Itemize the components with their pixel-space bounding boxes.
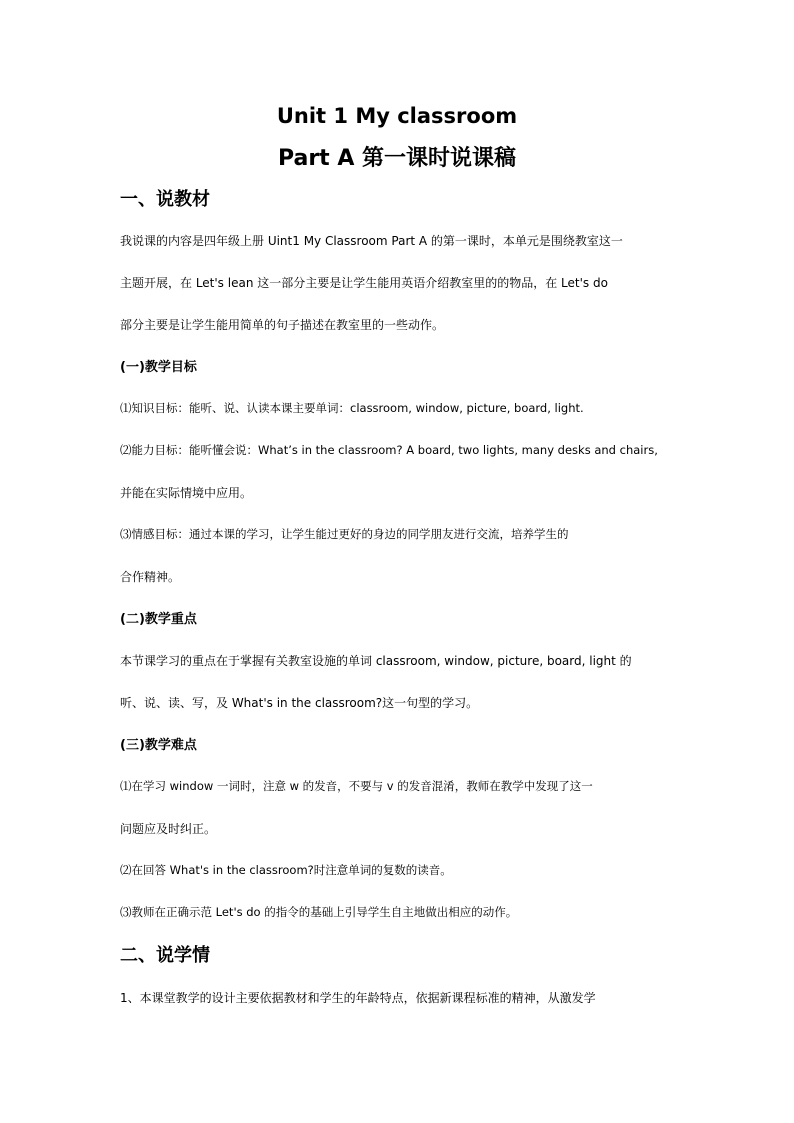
- subheading-difficulties: (三)教学难点: [120, 738, 197, 753]
- difficulty-item-3: ⑶教师在正确示范 Let's do 的指令的基础上引导学生自主地做出相应的动作。: [120, 905, 518, 919]
- section-heading-learners: 二、说学情: [120, 945, 210, 966]
- document-subtitle: Part A 第一课时说课稿: [277, 146, 517, 171]
- difficulty-item-1: ⑴在学习 window 一词时，注意 w 的发音，不要与 v 的发音混淆，教师在教学中发现了这一: [120, 779, 593, 793]
- document-title: Unit 1 My classroom: [276, 104, 518, 128]
- paragraph-line: 部分主要是让学生能用简单的句子描述在教室里的一些动作。: [120, 318, 445, 332]
- objective-ability: ⑵能力目标：能听懂会说：What’s in the classroom? A board, two lights, many desks and chairs,: [120, 443, 658, 457]
- objective-ability-cont: 并能在实际情境中应用。: [120, 486, 253, 500]
- paragraph-line: 我说课的内容是四年级上册 Uint1 My Classroom Part A 的第一课时，本单元是围绕教室这一: [120, 234, 623, 248]
- objective-emotion: ⑶情感目标：通过本课的学习，让学生能过更好的身边的同学朋友进行交流，培养学生的: [120, 527, 569, 541]
- subheading-key-points: (二)教学重点: [120, 612, 197, 627]
- objective-knowledge: ⑴知识目标：能听、说、认读本课主要单词：classroom, window, picture, board, light.: [120, 401, 584, 415]
- paragraph-line: 主题开展，在 Let's lean 这一部分主要是让学生能用英语介绍教室里的的物品，在 Let's do: [120, 276, 608, 290]
- subheading-objectives: (一)教学目标: [120, 360, 197, 375]
- difficulty-item-2: ⑵在回答 What's in the classroom?时注意单词的复数的读音。: [120, 863, 452, 877]
- paragraph-line: 1、本课堂教学的设计主要依据教材和学生的年龄特点，依据新课程标准的精神，从激发学: [120, 991, 596, 1005]
- paragraph-line: 本节课学习的重点在于掌握有关教室设施的单词 classroom, window, picture, board, light 的: [120, 654, 632, 668]
- section-heading-textbook: 一、说教材: [120, 189, 210, 210]
- objective-emotion-cont: 合作精神。: [120, 570, 181, 584]
- difficulty-item-1-cont: 问题应及时纠正。: [120, 822, 217, 836]
- paragraph-line: 听、说、读、写，及 What's in the classroom?这一句型的学习。: [120, 696, 479, 710]
